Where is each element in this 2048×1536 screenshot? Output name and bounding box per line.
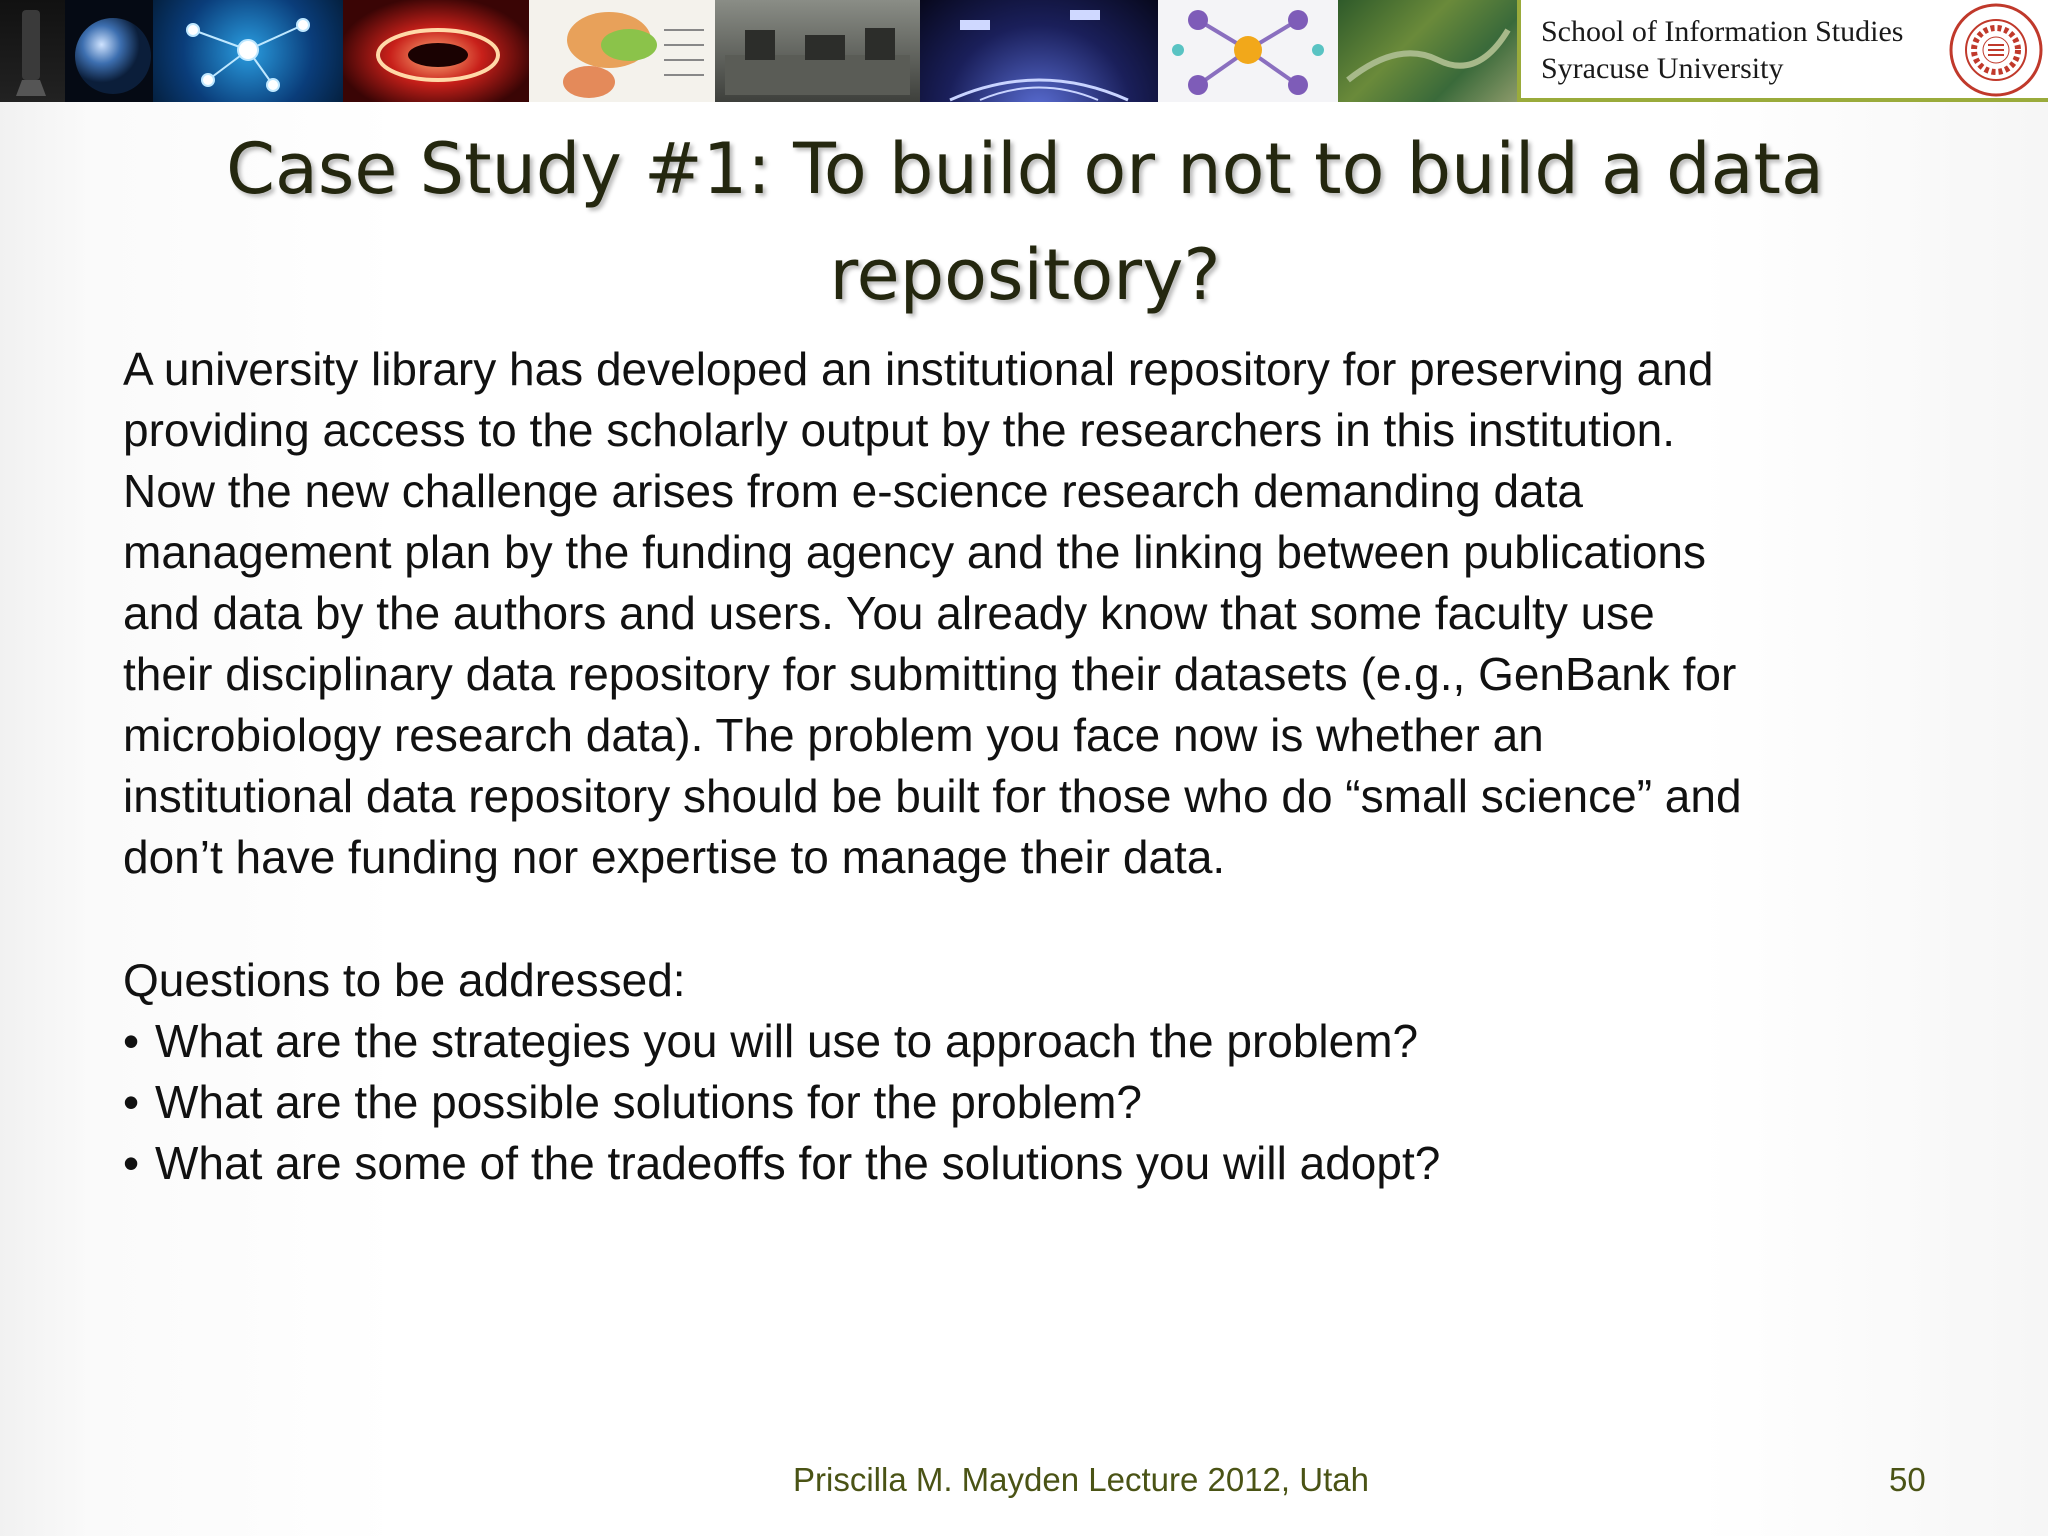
satellite-map-image [1338,0,1517,102]
brain-anatomy-image [529,0,715,102]
paragraph-line: microbiology research data). The problem you face now is whether an [123,709,1544,761]
question-text: What are the possible solutions for the problem? [155,1076,1142,1128]
question-text: What are the strategies you will use to approach the problem? [155,1015,1419,1067]
molecule-network-image [153,0,343,102]
slide-title-line-2: repository? [829,234,1221,316]
paragraph-line: Now the new challenge arises from e-science research demanding data [123,465,1584,517]
slide-title-line-1: Case Study #1: To build or not to build a data [226,128,1824,210]
slide-footer: Priscilla M. Mayden Lecture 2012, Utah [793,1461,1369,1498]
page-number: 50 [1889,1461,1926,1498]
bullet-icon: • [123,1137,140,1189]
satellite-signal-image [920,0,1158,102]
earth-image [65,0,153,102]
school-name: School of Information Studies [1541,15,1904,48]
question-text: What are some of the tradeoffs for the solutions you will adopt? [155,1137,1441,1189]
case-description [123,339,2023,888]
crystal-structure-image [1158,0,1338,102]
red-vortex-image [343,0,529,102]
university-name: Syracuse University [1541,52,1784,85]
questions-section [123,950,1440,1194]
rocket-image [0,0,65,102]
header-banner [0,0,2048,102]
paragraph-line: institutional data repository should be built for those who do “small science” and [123,770,1742,822]
question-item [123,1011,1440,1072]
question-item [123,1133,1440,1194]
paragraph-line: A university library has developed an institutional repository for preserving and [123,343,1714,395]
paragraph-line: their disciplinary data repository for submitting their datasets (e.g., GenBank for [123,648,1737,700]
paragraph-line: don’t have funding nor expertise to manage their data. [123,831,1226,883]
slide-title [100,116,1950,328]
bullet-icon: • [123,1076,140,1128]
paragraph-line: providing access to the scholarly output by the researchers in this institution. [123,404,1676,456]
university-seal-icon [1948,2,2044,98]
bullet-icon: • [123,1015,140,1067]
question-item [123,1072,1440,1133]
paragraph-line: and data by the authors and users. You already know that some faculty use [123,587,1655,639]
questions-heading: Questions to be addressed: [123,954,686,1006]
laboratory-image [715,0,920,102]
paragraph-line: management plan by the funding agency and the linking between publications [123,526,1707,578]
